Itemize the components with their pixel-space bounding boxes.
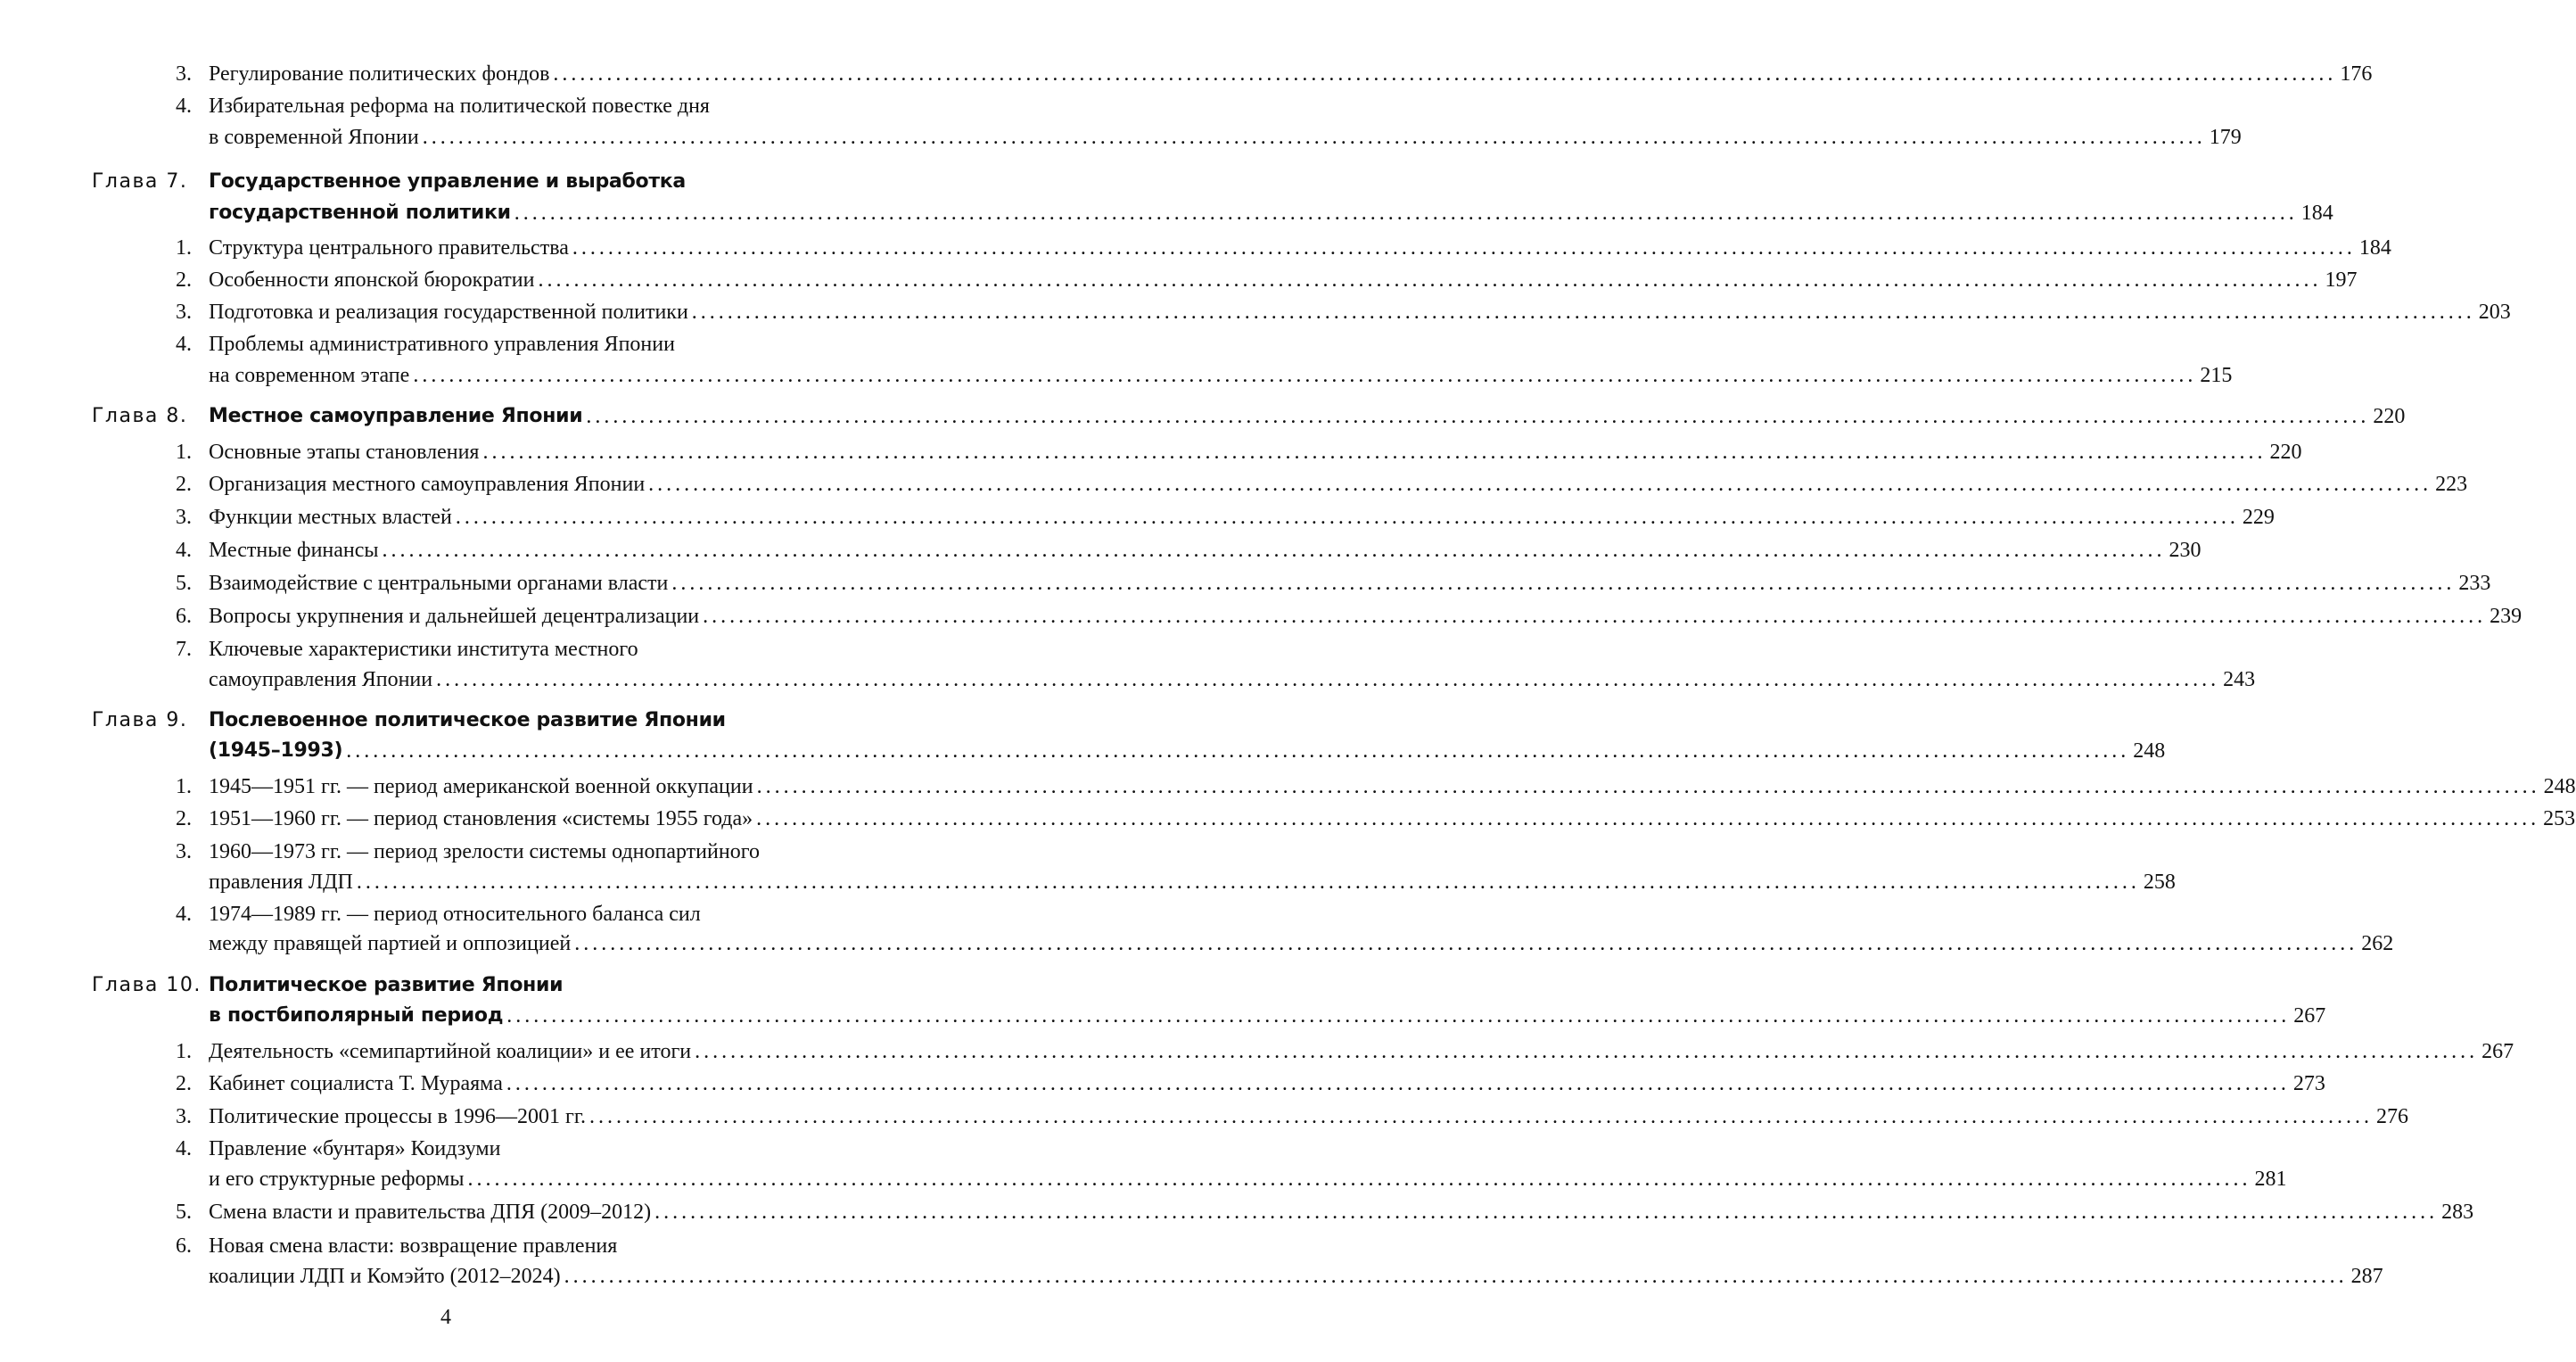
section-number: 2. [176, 268, 192, 292]
chapter-title: Государственное управление и выработка [209, 170, 686, 193]
toc-line [0, 600, 2523, 632]
page-reference: 283 [2441, 1201, 2474, 1224]
page-reference: 184 [2300, 202, 2333, 225]
leader-row [209, 436, 2302, 468]
chapter-label: Глава 10. [92, 974, 202, 996]
leader-row [209, 600, 2523, 632]
leader-row [209, 771, 2576, 803]
toc-line [0, 1133, 892, 1165]
section-number: 5. [176, 1201, 192, 1224]
dot-leader: ........................................................................................................................................................................................................ [648, 473, 2432, 496]
dot-leader: ........................................................................................................................................................................................................ [564, 1265, 2348, 1288]
page-reference: 273 [2292, 1072, 2325, 1095]
section-number: 6. [176, 1234, 192, 1258]
toc-line [0, 898, 892, 930]
leader-row [209, 1068, 2325, 1100]
page-reference: 267 [2481, 1040, 2514, 1063]
toc-line [0, 166, 892, 198]
chapter-title: Послевоенное политическое развитие Японии [209, 709, 726, 731]
dot-leader: ........................................................................................................................................................................................................ [538, 268, 2322, 292]
leader-row [209, 664, 2256, 696]
toc-line [0, 928, 2394, 960]
section-number: 4. [176, 333, 192, 356]
dot-leader: ........................................................................................................................................................................................................ [436, 668, 2220, 691]
dot-leader: ........................................................................................................................................................................................................ [422, 126, 2206, 149]
toc-line [0, 1260, 2383, 1292]
page-reference: 220 [2269, 441, 2302, 464]
toc-line [0, 970, 892, 1002]
page-reference: 176 [2340, 62, 2373, 86]
toc-line [0, 633, 892, 665]
dot-leader: ........................................................................................................................................................................................................ [695, 1040, 2479, 1063]
leader-row [209, 58, 2373, 90]
toc-line [0, 836, 892, 868]
dot-leader: ........................................................................................................................................................................................................ [382, 539, 2166, 562]
dot-leader: ........................................................................................................................................................................................................ [671, 572, 2456, 595]
dot-leader: ........................................................................................................................................................................................................ [506, 1004, 2291, 1028]
toc-line [0, 328, 892, 360]
toc-line [0, 534, 2202, 566]
dot-leader: ........................................................................................................................................................................................................ [553, 62, 2337, 86]
toc-line [0, 197, 2333, 229]
leader-row [209, 1196, 2474, 1228]
toc-line [0, 1230, 892, 1262]
toc-line [0, 1196, 2474, 1228]
leader-row [209, 197, 2333, 229]
dot-leader: ........................................................................................................................................................................................................ [756, 775, 2540, 798]
section-title: Ключевые характеристики института местного [209, 638, 638, 661]
leader-row [209, 121, 2242, 153]
section-title: Особенности японской бюрократии [209, 268, 535, 292]
toc-line [0, 1068, 2325, 1100]
section-title: 1960—1973 гг. — период зрелости системы однопартийного [209, 840, 760, 863]
dot-leader: ........................................................................................................................................................................................................ [703, 605, 2487, 628]
section-number: 7. [176, 638, 192, 661]
dot-leader: ........................................................................................................................................................................................................ [455, 506, 2239, 529]
toc-line [0, 705, 892, 737]
dot-leader: ........................................................................................................................................................................................................ [413, 364, 2197, 387]
section-title: Смена власти и правительства ДПЯ (2009–2012) [209, 1201, 652, 1224]
page-reference: 262 [2361, 932, 2394, 955]
chapter-title: Политическое развитие Японии [209, 974, 564, 996]
toc-line [0, 58, 2373, 90]
page-reference: 184 [2358, 236, 2391, 260]
section-title: Подготовка и реализация государственной политики [209, 301, 688, 324]
page-reference: 230 [2169, 539, 2202, 562]
dot-leader: ........................................................................................................................................................................................................ [586, 405, 2370, 428]
page-reference: 220 [2373, 405, 2406, 428]
dot-leader: ........................................................................................................................................................................................................ [514, 202, 2298, 225]
leader-row [209, 803, 2576, 835]
section-number: 2. [176, 1072, 192, 1095]
dot-leader: ........................................................................................................................................................................................................ [467, 1168, 2251, 1191]
toc-line [0, 866, 2176, 898]
section-title: в современной Японии [209, 126, 419, 149]
section-number: 6. [176, 605, 192, 628]
section-title: Деятельность «семипартийной коалиции» и ее итоги [209, 1040, 692, 1063]
leader-row [209, 928, 2394, 960]
dot-leader: ........................................................................................................................................................................................................ [506, 1072, 2290, 1095]
leader-row [209, 264, 2358, 296]
leader-row [209, 567, 2491, 599]
chapter-title: Местное самоуправление Японии [209, 405, 583, 427]
page-reference: 203 [2478, 301, 2511, 324]
toc-line [0, 501, 2275, 533]
section-title: Регулирование политических фондов [209, 62, 550, 86]
dot-leader: ........................................................................................................................................................................................................ [356, 871, 2140, 894]
page-reference: 239 [2490, 605, 2523, 628]
section-title: Организация местного самоуправления Японии [209, 473, 646, 496]
section-number: 1. [176, 1040, 192, 1063]
leader-row [209, 735, 2166, 767]
leader-row [209, 1000, 2326, 1032]
dot-leader: ........................................................................................................................................................................................................ [574, 932, 2358, 955]
page-reference: 179 [2209, 126, 2242, 149]
chapter-title: в постбиполярный период [209, 1004, 504, 1027]
section-number: 1. [176, 775, 192, 798]
leader-row [209, 1101, 2408, 1133]
page-reference: 248 [2133, 739, 2166, 763]
leader-row [209, 232, 2391, 264]
leader-row [209, 501, 2275, 533]
toc-line [0, 436, 2302, 468]
section-number: 5. [176, 572, 192, 595]
page-reference: 215 [2200, 364, 2233, 387]
page-number: 4 [440, 1306, 451, 1329]
section-title: на современном этапе [209, 364, 410, 387]
section-title: Кабинет социалиста Т. Мураяма [209, 1072, 503, 1095]
section-title: Проблемы административного управления Японии [209, 333, 675, 356]
toc-line [0, 1101, 2408, 1133]
section-number: 1. [176, 441, 192, 464]
dot-leader: ........................................................................................................................................................................................................ [691, 301, 2475, 324]
toc-line [0, 567, 2491, 599]
page-reference: 229 [2242, 506, 2275, 529]
dot-leader: ........................................................................................................................................................................................................ [756, 807, 2540, 830]
page-reference: 233 [2458, 572, 2491, 595]
toc-line [0, 468, 2468, 500]
leader-row [209, 359, 2233, 392]
toc-line [0, 359, 2233, 392]
leader-row [209, 400, 2406, 433]
leader-row [209, 534, 2202, 566]
leader-row [209, 1260, 2383, 1292]
chapter-label: Глава 7. [92, 170, 188, 193]
toc-line [0, 771, 2576, 803]
toc-line [0, 1036, 2514, 1068]
section-number: 4. [176, 1137, 192, 1160]
section-title: Новая смена власти: возвращение правления [209, 1234, 618, 1258]
section-title: и его структурные реформы [209, 1168, 465, 1191]
toc-line [0, 121, 2242, 153]
dot-leader: ........................................................................................................................................................................................................ [654, 1201, 2439, 1224]
leader-row [209, 468, 2468, 500]
page-reference: 253 [2543, 807, 2576, 830]
page-reference: 223 [2435, 473, 2468, 496]
page-reference: 267 [2293, 1004, 2326, 1028]
chapter-title: государственной политики [209, 202, 511, 224]
toc-line [0, 400, 2406, 433]
section-title: Взаимодействие с центральными органами власти [209, 572, 669, 595]
section-title: Правление «бунтаря» Коидзуми [209, 1137, 501, 1160]
chapter-label: Глава 9. [92, 709, 188, 731]
section-title: правления ЛДП [209, 871, 353, 894]
dot-leader: ........................................................................................................................................................................................................ [588, 1105, 2373, 1128]
section-number: 4. [176, 95, 192, 118]
page-reference: 197 [2325, 268, 2358, 292]
section-title: Функции местных властей [209, 506, 452, 529]
chapter-title: (1945–1993) [209, 739, 343, 762]
dot-leader: ........................................................................................................................................................................................................ [482, 441, 2267, 464]
section-title: самоуправления Японии [209, 668, 433, 691]
dot-leader: ........................................................................................................................................................................................................ [346, 739, 2130, 763]
section-number: 4. [176, 539, 192, 562]
section-title: 1974—1989 гг. — период относительного баланса сил [209, 903, 701, 926]
toc-line [0, 1000, 2326, 1032]
section-number: 3. [176, 62, 192, 86]
toc-line [0, 264, 2358, 296]
page-reference: 243 [2223, 668, 2256, 691]
dot-leader: ........................................................................................................................................................................................................ [572, 236, 2356, 260]
toc-line [0, 1163, 2287, 1195]
section-title: Основные этапы становления [209, 441, 480, 464]
section-title: Избирательная реформа на политической повестке дня [209, 95, 710, 118]
leader-row [209, 1163, 2287, 1195]
section-number: 3. [176, 301, 192, 324]
section-number: 3. [176, 506, 192, 529]
toc-line [0, 664, 2256, 696]
leader-row [209, 296, 2511, 328]
toc-line [0, 232, 2391, 264]
page-reference: 248 [2543, 775, 2576, 798]
page-reference: 287 [2350, 1265, 2383, 1288]
leader-row [209, 1036, 2514, 1068]
section-title: между правящей партией и оппозицией [209, 932, 572, 955]
toc-line [0, 803, 2576, 835]
section-title: Местные финансы [209, 539, 379, 562]
toc-line [0, 296, 2511, 328]
toc-line [0, 90, 892, 122]
page-reference: 258 [2143, 871, 2176, 894]
leader-row [209, 866, 2176, 898]
toc-line [0, 735, 2166, 767]
section-number: 1. [176, 236, 192, 260]
section-title: Вопросы укрупнения и дальнейшей децентрализации [209, 605, 700, 628]
section-title: Политические процессы в 1996—2001 гг. [209, 1105, 586, 1128]
section-title: Структура центрального правительства [209, 236, 569, 260]
section-number: 3. [176, 840, 192, 863]
section-number: 2. [176, 807, 192, 830]
chapter-label: Глава 8. [92, 405, 188, 427]
page-reference: 281 [2254, 1168, 2287, 1191]
section-title: 1945—1951 гг. — период американской военной оккупации [209, 775, 753, 798]
section-title: 1951—1960 гг. — период становления «системы 1955 года» [209, 807, 753, 830]
section-number: 2. [176, 473, 192, 496]
section-number: 4. [176, 903, 192, 926]
section-title: коалиции ЛДП и Комэйто (2012–2024) [209, 1265, 561, 1288]
page-reference: 276 [2375, 1105, 2408, 1128]
section-number: 3. [176, 1105, 192, 1128]
